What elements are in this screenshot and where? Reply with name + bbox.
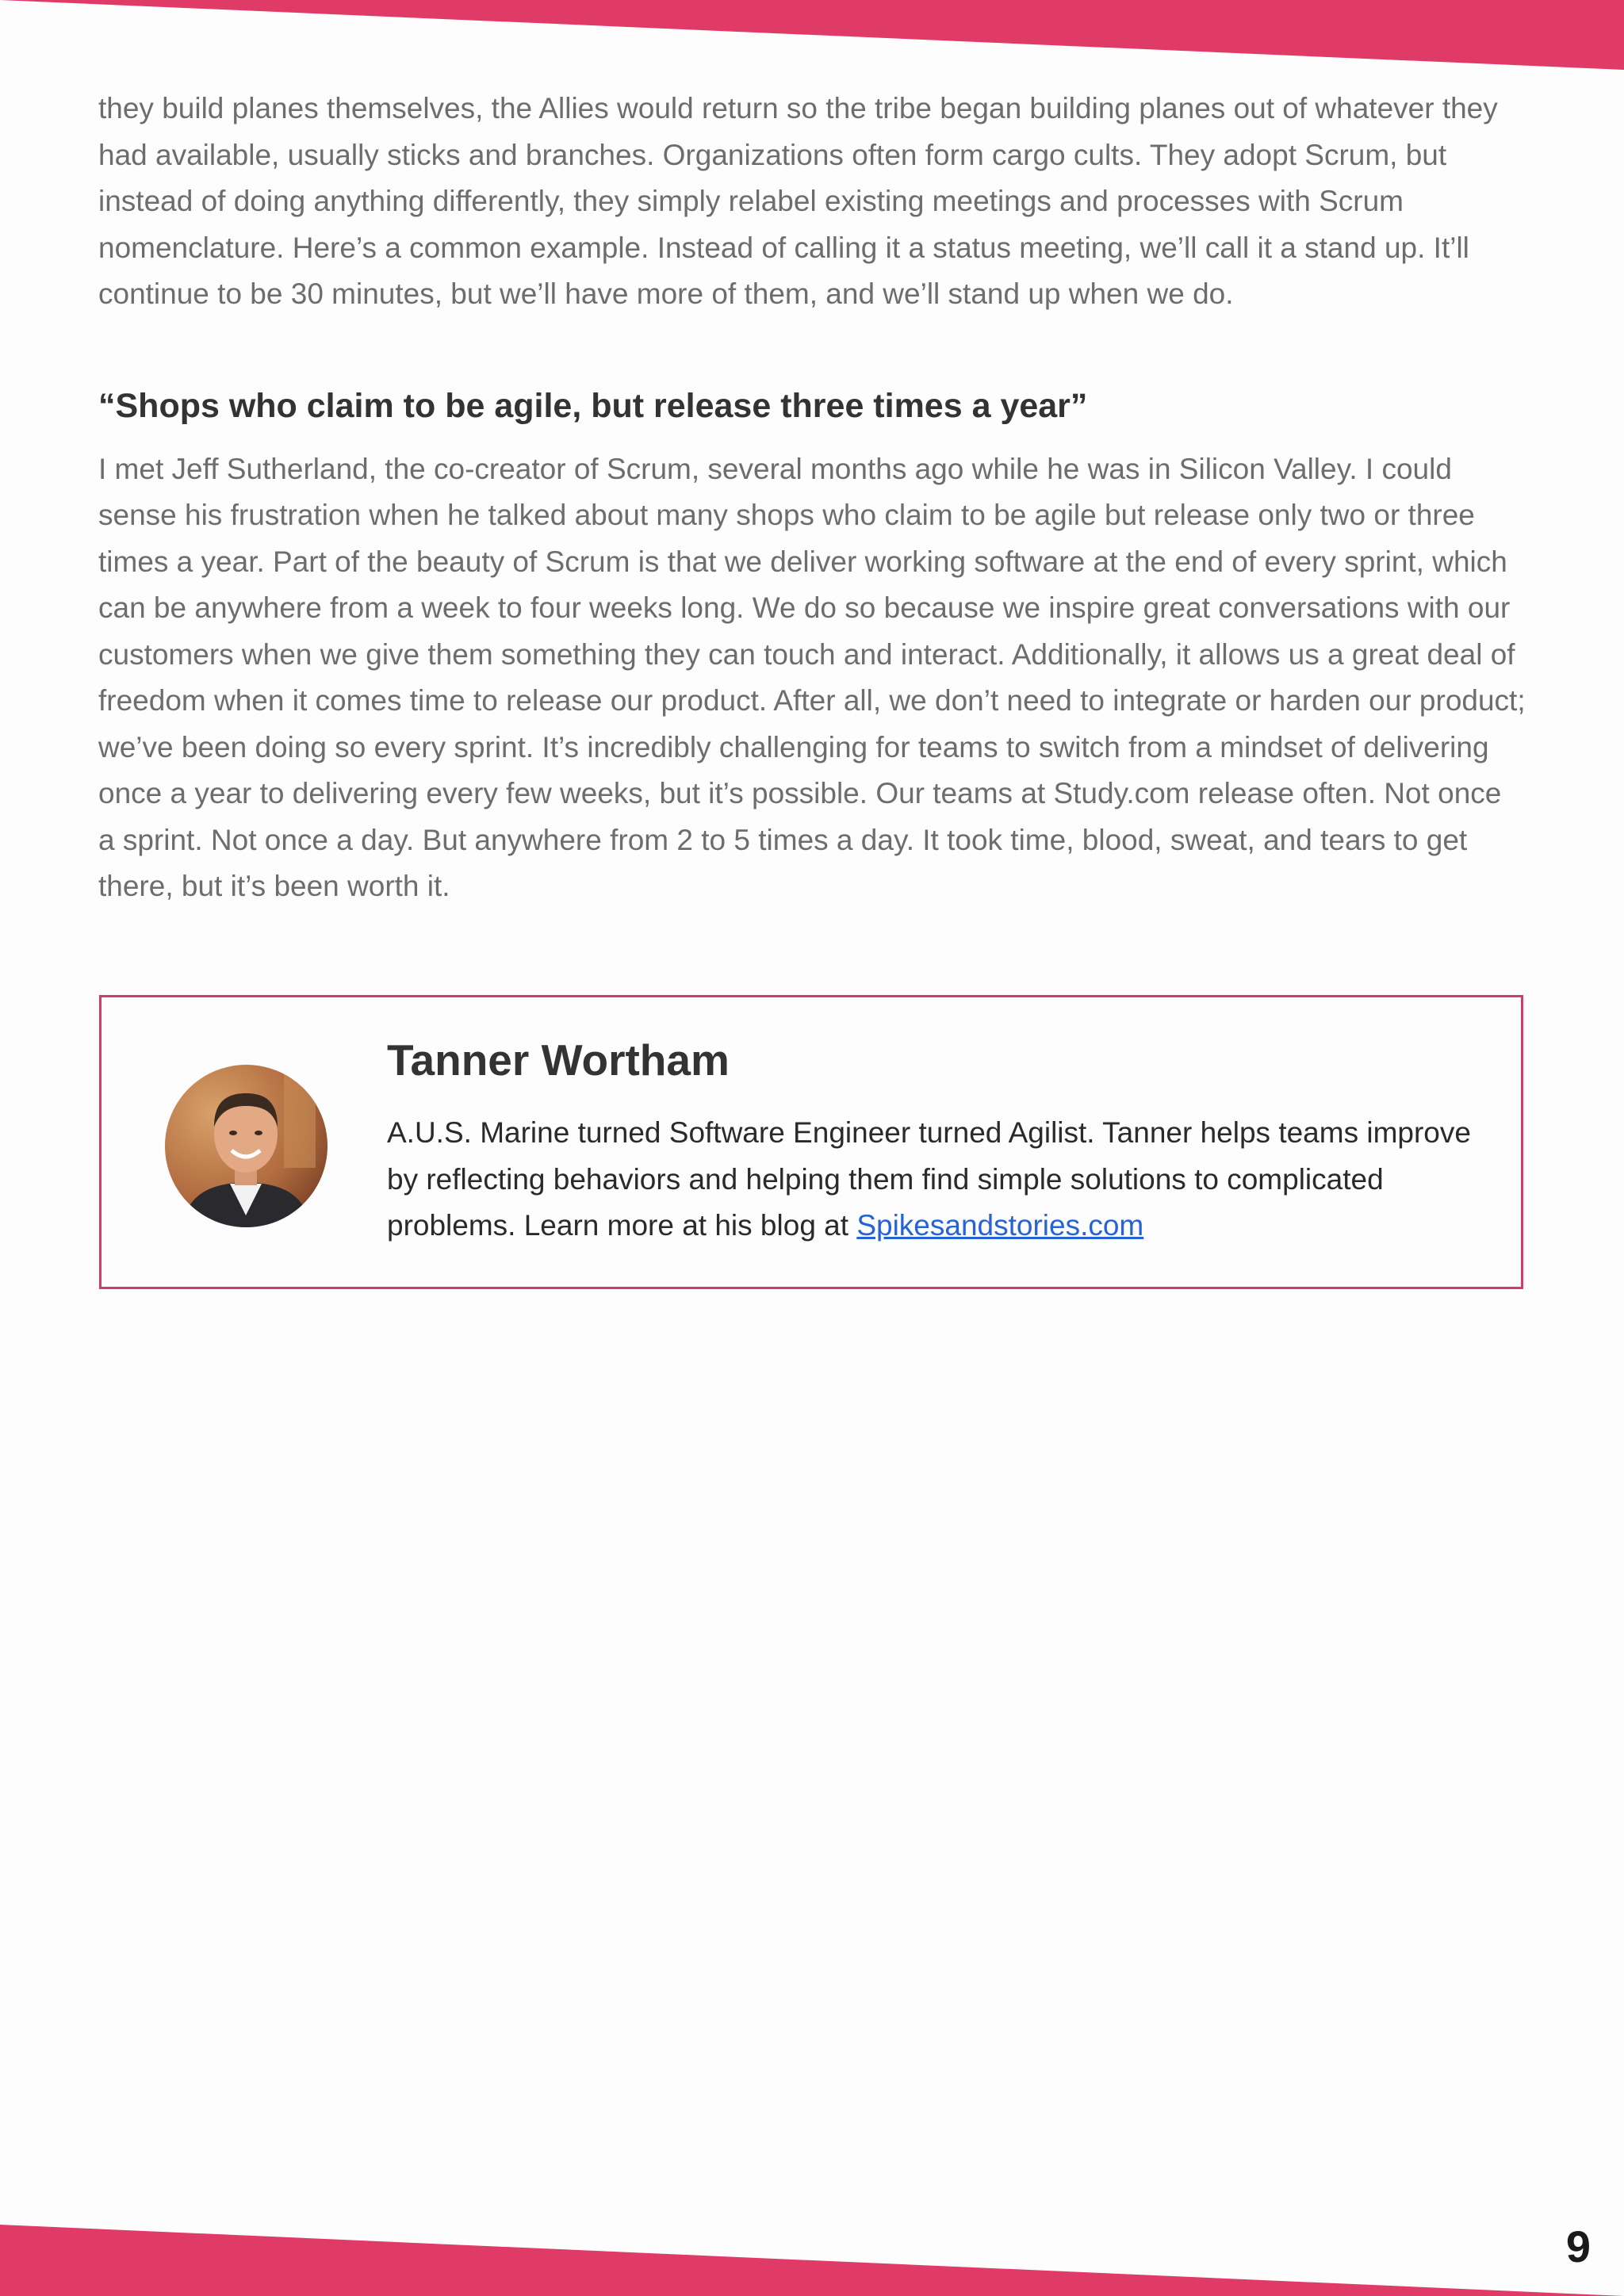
blog-link[interactable]: Spikesandstories.com: [856, 1209, 1144, 1242]
intro-paragraph: they build planes themselves, the Allies would return so the tribe began building planes out of whatever they had available, usually sticks and branches. Organizations often form cargo cults. They adopt Scrum, but instead of doing anything differently, they simply relabel existing meetings and processes with Scrum nomenclature. Here’s a common example. Instead of calling it a status meeting, we’ll call it a stand up. It’ll continue to be 30 minutes, but we’ll have more of them, and we’ll stand up when we do.: [98, 92, 1498, 310]
author-bio-box: [99, 995, 1523, 1289]
article-body: [98, 86, 1526, 910]
section-paragraph: I met Jeff Sutherland, the co-creator of Scrum, several months ago while he was in Silicon Valley. I could sense his frustration when he talked about many shops who claim to be agile but release only two or three times a year. Part of the beauty of Scrum is that we deliver working software at the end of every sprint, which can be anywhere from a week to four weeks long. We do so because we inspire great conversations with our customers when we give them something they can touch and interact. Additionally, it allows us a great deal of freedom when it comes time to release our product. After all, we don’t need to integrate or harden our product; we’ve been doing so every sprint. It’s incredibly challenging for teams to switch from a mindset of delivering once a year to delivering every few weeks, but it’s possible. Our teams at Study.com release often. Not once a sprint. Not once a day. But anywhere from 2 to 5 times a day. It took time, blood, sweat, and tears to get there, but it’s been worth it.: [98, 452, 1526, 902]
bottom-accent-band: [0, 2225, 1624, 2296]
person-photo-icon: [165, 1065, 327, 1227]
author-bio-text: A.U.S. Marine turned Software Engineer turned Agilist. Tanner helps teams improve by reflecting behaviors and helping them find simple solutions to complicated problems. Learn more at his blog at: [387, 1116, 1471, 1242]
author-text: [387, 1032, 1481, 1249]
top-accent-band: [0, 0, 1624, 71]
section-heading: “Shops who claim to be agile, but release three times a year”: [98, 386, 1088, 425]
page-number: 9: [1565, 2221, 1591, 2271]
author-bio: [387, 1110, 1481, 1249]
author-name: Tanner Wortham: [387, 1035, 730, 1085]
